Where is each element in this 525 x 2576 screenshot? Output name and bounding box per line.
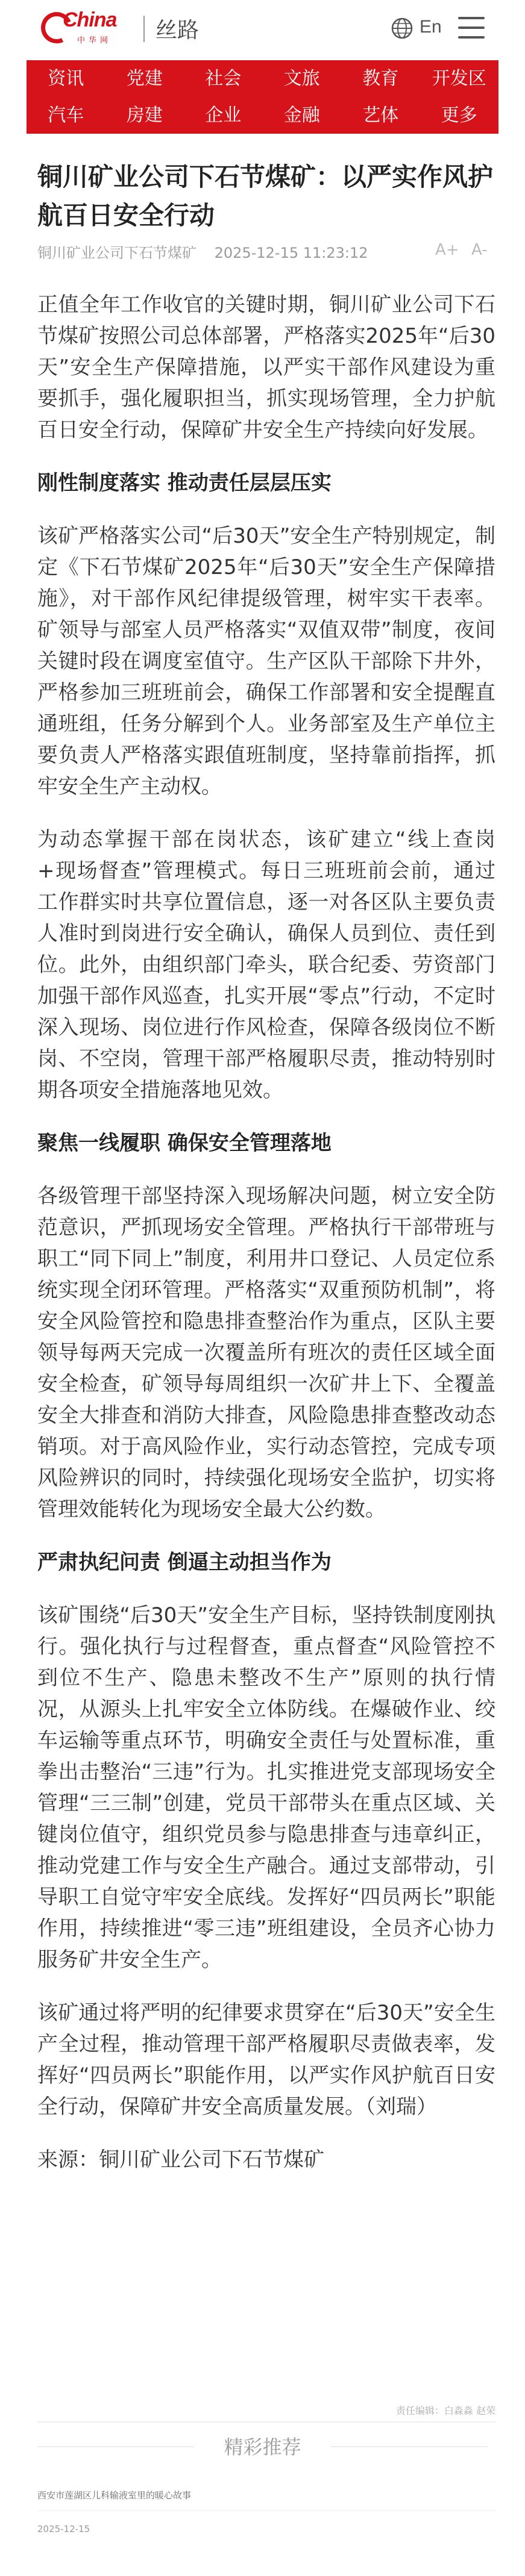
font-decrease-button[interactable]: A- (471, 241, 488, 259)
article-paragraph: 该矿严格落实公司“后30天”安全生产特别规定，制定《下石节煤矿2025年“后30天”安全生产保障措施》，对干部作风纪律提级管理，树牢实干表率。矿领导与部室人员严格落实“双值双带”制度，夜间关键时段在调度室值守。生产区队干部除下井外，严格参加三班班前会，确保工作部署和安全提醒直通班组，任务分解到个人。业务部室及生产单位主要负责人严格落实跟值班制度，坚持靠前指挥，抓牢安全生产主动权。 (37, 524, 495, 799)
nav-item-finance[interactable]: 金融 (283, 105, 320, 126)
divider (37, 2421, 495, 2422)
logo-subtext: 中华网 (77, 36, 112, 45)
responsible-editor: 责任编辑：白淼淼 赵荣 (395, 2405, 495, 2416)
divider (37, 2510, 495, 2511)
nav-item-news[interactable]: 资讯 (48, 68, 84, 89)
logo-divider (143, 16, 145, 42)
article-paragraph: 各级管理干部坚持深入现场解决问题，树立安全防范意识，严抓现场安全管理。严格执行干部带班与职工“同下同上”制度，利用井口登记、人员定位系统实现全闭环管理。严格落实“双重预防机制”，将安全风险管控和隐患排查整治作为重点，区队主要领导每两天完成一次覆盖所有班次的责任区域全面安全检查，矿领导每周组织一次矿井上下、全覆盖安全大排查和消防大排查，风险隐患排查整改动态销项。对于高风险作业，实行动态管控，完成专项风险辨识的同时，持续强化现场安全监护，切实将管理效能转化为现场安全最大公约数。 (37, 1184, 495, 1521)
article-body (37, 289, 495, 2197)
nav-item-real-estate[interactable]: 房建 (126, 105, 163, 126)
font-increase-button[interactable]: A+ (435, 241, 459, 259)
nav-item-more[interactable]: 更多 (441, 105, 477, 126)
article-paragraph: 该矿通过将严明的纪律要求贯穿在“后30天”安全生产全过程，推动管理干部严格履职尽责做表率，发挥好“四员两长”职能作用，以严实作风护航百日安全行动，保障矿井安全高质量发展。（刘瑞） (37, 2001, 495, 2119)
nav-item-enterprise[interactable]: 企业 (205, 105, 242, 126)
article-source-line: 来源：铜川矿业公司下石节煤矿 (37, 2148, 324, 2172)
section-heading: 聚焦一线履职 确保安全管理落地 (37, 1131, 332, 1155)
globe-icon[interactable] (391, 17, 413, 40)
nav-item-dev-zone[interactable]: 开发区 (432, 68, 486, 89)
recommend-item-date: 2025-12-15 (37, 2524, 90, 2534)
article-title: 铜川矿业公司下石节煤矿：以严实作风护航百日安全行动 (37, 162, 494, 230)
hamburger-menu-icon[interactable] (458, 17, 485, 39)
article-paragraph: 为动态掌握干部在岗状态，该矿建立“线上查岗+现场督查”管理模式。每日三班班前会前，通过工作群实时共享位置信息，逐一对各区队主要负责人准时到岗进行安全确认，确保人员到位、责任到位。此外，由组织部门牵头，联合纪委、劳资部门加强干部作风巡查，扎实开展“零点”行动，不定时深入现场、岗位进行作风检查，保障各级岗位不断岗、不空岗，管理干部严格履职尽责，推动特别时期各项安全措施落地见效。 (37, 828, 495, 1102)
article-datetime: 2025-12-15 11:23:12 (214, 245, 368, 261)
nav-item-auto[interactable]: 汽车 (48, 105, 84, 126)
nav-item-education[interactable]: 教育 (362, 68, 399, 89)
nav-item-party[interactable]: 党建 (126, 68, 163, 89)
channel-name[interactable]: 丝路 (156, 18, 200, 43)
recommend-item-link[interactable]: 西安市莲湖区儿科输液室里的暖心故事 (37, 2490, 192, 2501)
recommend-title: 精彩推荐 (224, 2436, 301, 2459)
article-meta (37, 241, 382, 262)
section-heading: 严肃执纪问责 倒逼主动担当作为 (37, 1550, 332, 1574)
language-switch[interactable]: En (420, 17, 442, 37)
logo-text[interactable]: China (63, 8, 117, 31)
category-nav (27, 60, 498, 134)
top-bar (0, 0, 525, 60)
nav-item-culture-travel[interactable]: 文旅 (283, 68, 320, 89)
section-heading: 刚性制度落实 推动责任层层压实 (37, 471, 332, 495)
article-source: 铜川矿业公司下石节煤矿 (37, 245, 196, 261)
nav-item-arts-sports[interactable]: 艺体 (362, 105, 399, 126)
article-paragraph: 该矿围绕“后30天”安全生产目标，坚持铁制度刚执行。强化执行与过程督查，重点督查“风险管控不到位不生产、隐患未整改不生产”原则的执行情况，从源头上扎牢安全立体防线。在爆破作业、绞车运输等重点环节，明确安全责任与处置标准，重拳出击整治“三违”行为。扎实推进党支部现场安全管理“三三制”创建，党员干部带头在重点区域、关键岗位值守，组织党员参与隐患排查与违章纠正，推动党建工作与安全生产融合。通过支部带动，引导职工自觉守牢安全底线。发挥好“四员两长”职能作用，持续推进“零三违”班组建设，全员齐心协力服务矿井安全生产。 (37, 1603, 495, 1972)
article-paragraph: 正值全年工作收官的关键时期，铜川矿业公司下石节煤矿按照公司总体部署，严格落实2025年“后30天”安全生产保障措施，以严实干部作风建设为重要抓手，强化履职担当，抓实现场管理，全力护航百日安全行动，保障矿井安全生产持续向好发展。 (37, 293, 495, 442)
nav-item-society[interactable]: 社会 (205, 68, 242, 89)
